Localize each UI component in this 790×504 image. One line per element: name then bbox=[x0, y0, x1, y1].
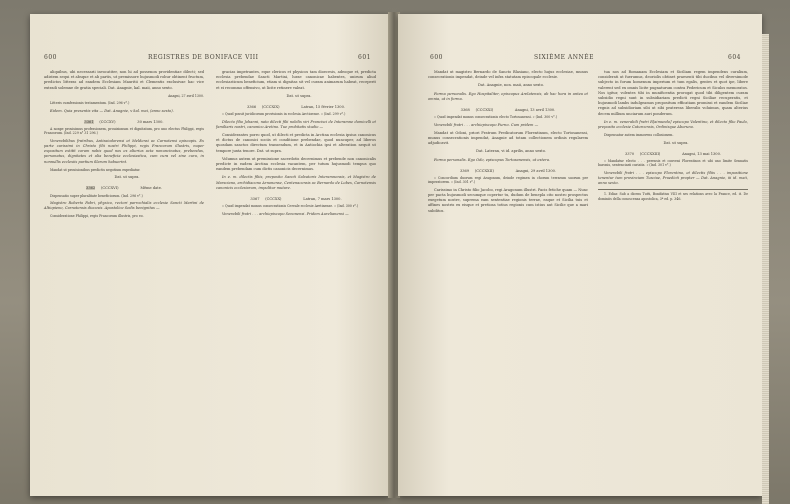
entry-date: Anagni, 27 avril 1300. bbox=[168, 93, 204, 98]
paragraph: Carissimo in Christo filio Jacobo, regi Aragonum illustri. Pacis fetiche quam — Nunc per pacta hujusmodi secumque copertur tu, dudum de benepla cito nostro prospectus exegetum nostre, suprema eam sententiae regionis terrae, eaque et Sicilia tuis et affines nostris ex eisque et pretiosa totius regionis cum istius aut Sicilie que a mari subditos. bbox=[428, 187, 588, 213]
paragraph: Dispensatio super pluralitate beneficiorum. (Ind. 296 v°.) bbox=[50, 193, 143, 198]
paragraph: Consideratione Philippi, regis Francorum illustris, pro eo. bbox=[50, 214, 144, 219]
paragraph: Venerabili fratri . . . episcopo Florentino, et dilectis filiis . . . impositione tenentur tum provinciam Tusciae, Praedicti propter — Dat. Anagnie, iii id. maii, anno sexto. bbox=[598, 170, 748, 186]
paragraph: « Quod impendat munus consecrationis electo Tortosanensi. » (Ind. 300 v°.) bbox=[434, 115, 557, 120]
paragraph: « Mandatur electo . . . perensis et conveni Florentinos et ubi uno limite Sennatis baronis, sentenciarii curiatis. » (Ind. 301 v°.) bbox=[598, 159, 748, 168]
paragraph: Magistro Roberto Fabri, physico, rectori parrochialis ecclesie Sancti Martini de Altiopieno, Carnotensis diocesis. Apostolice Sedis benignitas — bbox=[44, 201, 204, 211]
left-column-2 bbox=[216, 70, 376, 220]
entry-roman: (CCCXIX) bbox=[261, 105, 280, 110]
entry-heading bbox=[598, 152, 748, 157]
paragraph: Mandat ut Odoni, priori Fratrum Predicatorum Florentinum, electo Tortosanensi, munus consecrationis impendat, Anagnie ad totam collectionem ordinis regularem adjudicavit. bbox=[428, 130, 588, 146]
left-page-number: 600 bbox=[44, 54, 57, 61]
paragraph: Dat. ut supra. bbox=[286, 93, 312, 98]
paragraph: « Concordium duorum regi Aragonum, deinde regimen in chorum terrarum suorum per imperatorem. » (Ind. 301 r°.) bbox=[428, 176, 588, 185]
entry-number: 3370 bbox=[624, 151, 635, 156]
entry-roman: (CCCXX) bbox=[265, 197, 282, 202]
entry-date: Anagni, 29 avril 1300. bbox=[515, 168, 557, 173]
paragraph: Dat. ut supra. bbox=[114, 175, 140, 180]
paragraph: « Quod possit juridicorum provisionis in ecclesia Arctioense. » (Ind. 299 v°.) bbox=[222, 112, 346, 117]
right-page-number-right: 604 bbox=[728, 54, 741, 61]
entry-number: 3368 bbox=[460, 108, 470, 113]
paragraph: Dispensatur autem immovens collusionem. bbox=[604, 133, 674, 138]
entry-roman: (CCCXXIII) bbox=[639, 151, 661, 156]
entry-date: Même date. bbox=[140, 186, 162, 191]
paragraph: Considerantes porro quod, ut dilecti et predicta in Arctina ecclesia ipsius canonicus et dictus de canonici sociis et conditione prebendae, quod nuncuper, ad liberos quosdam sanctos directum transendum, et in Antiochia ipsi et alteration nequit ut tempore juxta tenore. Dat. ut supra. bbox=[216, 133, 376, 153]
footnote: 1. Ediar. Sub a dicens Tutti, Bonifatius VIII et ses relations avec la France, ed. it. De dominiis della conoscenza apostolica, 3ª ed. p. 346. bbox=[598, 189, 748, 201]
paragraph: Mandat ut prouisionibus predictis negotium expediatur. bbox=[50, 167, 141, 172]
paragraph: gracias impetrantes, eque clericos et physicos tam dioecesis, adeoque et, predicta ecclesia prebendae Sancti Martini, lurae canonicae habentes, unirum aliud ecclesiasticum beneficium, etiam si dignitas sit vel curam animarum habeat, receperit et ei recommo offensivo, ut licite retinere valeat. bbox=[216, 70, 376, 90]
entry-roman: (CCCXXI) bbox=[475, 108, 494, 113]
entry-date: Anagni, 13 avril 1300. bbox=[514, 108, 556, 113]
paragraph: A nonpe prouisimus professionem, prouisionum et dignitatum, pro uno electus Philippi, regis Francorum. (Ind. 229 n° 31 296.) bbox=[44, 127, 204, 136]
right-column-1 bbox=[428, 70, 588, 217]
paragraph: Venerabili fratri . . . archiepiscopo Senonensi. Pridem Aurelianensi — bbox=[222, 211, 349, 216]
right-column-2 bbox=[598, 70, 748, 204]
paragraph: Eidem. Quia presentis vita — Dat. Anagnie, v kal. mai, (anno sexto). bbox=[50, 108, 174, 113]
paragraph: Dat. Lateran, vi id. aprilis, anno sexto. bbox=[476, 149, 546, 154]
entry-roman: (CCCXV) bbox=[99, 119, 116, 124]
paragraph: « Quod impendat munus consecrationis Cereale ecclesie Aretinense. » (Ind. 300 r°.) bbox=[222, 204, 359, 209]
entry-heading bbox=[216, 197, 376, 202]
entry-date: Latran, 7 mars 1300. bbox=[303, 197, 342, 202]
paragraph: Forma personalis. Ego Hospitaliter, episcopus Arelatensis, ab hac hora in antea et omnia, ut in forma. bbox=[428, 91, 588, 101]
right-page-number: 600 bbox=[430, 54, 443, 61]
paragraph: tua nos ad Romanam Ecclesiam et Siciliam regem impendens curalium, considerati ut fuerumus, deoriolis obtinet praesenti tibi ducibus vel diversimode subjecto in forum homenum imperium et tum egalis, gentes et quot ipe, libere valerent sed ex omnis licite pugnaturum contra Federicum et Siculos memoratos. Nos igitur, volentes tibi in munificentia prorogat quod tibi diligentem curam subsidio regni sunt in subsidiariam predicti regni Siciliae recuperatis, et hujusmodi lambs indulgeamus propositum efficatiam promissi et eandem Siciliae regnis ad subsidioriam sibi ut sibi pratereas liberalis voluimus, quam alterius decem millium unciarum auri ponderum. bbox=[598, 70, 748, 116]
right-page bbox=[398, 14, 762, 496]
paragraph: Volumus autem ut premissione sacerdotis decernimus et prebende non canonicalis predicte in eadem Arctina ecclesia vacantem, per tutum hujusmodi tempus quo eandem prebendam cum dictis canonicis decernimus. bbox=[216, 156, 376, 172]
entry-date: Anagni, 13 mai 1300. bbox=[682, 151, 722, 156]
paragraph: Venerabilibus fratribus, Antissiodorensi et Meldensi ac Carnotensi episcopis. Ex parte carissimi in Christo filii nostri Philippi, regis Francorum illustris, nuper expositum extitit coram nobis quod nos ex alterius acta nonuncinatus, prebendas, personatus, dignitates et alia beneficia ecclesiastica, cum cura vel sine cura, in nonnullis ecclesiis partium illarum habuerint. bbox=[44, 138, 204, 164]
entry-number: 3369 bbox=[459, 168, 470, 173]
paragraph: Dilecto filio Johanni, nato dilecti filii nobilis viri Francisci de Interamne domicelli et familiaris nostri, canonico Aretino. Tue probitatis studio — bbox=[216, 119, 376, 129]
entry-date: 30 mars 1300. bbox=[137, 119, 164, 124]
entry-heading bbox=[216, 105, 376, 110]
paragraph: In e. m. dilectis filiis, preposito Sancti Salvatoris Interamnensis, et Magistro de Marsciano, archidiacono Arnonense, Centenacensis ac Bernardo de Lobes, Carnotensis canonicis ecclesiarum, impulitur mutare. bbox=[216, 175, 376, 190]
entry-number: 3367 bbox=[250, 197, 260, 202]
paragraph: Dat. ut supra. bbox=[663, 140, 689, 145]
page-edge bbox=[762, 34, 769, 504]
entry-heading bbox=[44, 120, 204, 125]
paragraph: Forma personalis. Ego Odo, episcopus Tortosanensis, ut extera. bbox=[434, 157, 551, 162]
paragraph: Dat. Anagnie, non. maii, anno sexto. bbox=[478, 83, 544, 88]
entry-number: 3362 bbox=[86, 186, 96, 191]
paragraph: aliquibus, ubi necessarii invocatiter, non hi ad possenon providentiae dilecti; sed adistem sequi et absque et ab partis, ut premissore hujusmodi robur obtinent fructum, predictos litteras ad eandem Ecclesiam Mauritii et Clementis exclusivae hac vice extradi solemne de gratia speciali. Dat. Anagnie, kal. maii, anno sexto. bbox=[44, 70, 204, 90]
entry-heading bbox=[428, 108, 588, 113]
right-running-head: SIXIÈME ANNÉE bbox=[534, 54, 595, 61]
entry-roman: (CCCXVI) bbox=[100, 186, 119, 191]
entry-heading bbox=[44, 186, 204, 191]
paragraph: Mandat ut magistro Bernardo de Sancto Blasiano, electo hujus ecclesiae, munus consecrationis impendat, deinde vel infra statutam episcopale ecclesie. bbox=[428, 70, 588, 80]
entry-number: 3366 bbox=[246, 105, 257, 110]
paragraph: Venerabili fratri . . . archiepiscopo Furno. Cum pridem — bbox=[434, 122, 539, 127]
entry-roman: (CCCXXII) bbox=[474, 168, 494, 173]
entry-heading bbox=[428, 169, 588, 174]
paragraph: In e. m. venerabili fratri R[aimundo] episcopo Valentino, et dilecto filio Paulo, preposito ecclesie Caturcensis, Ordinisque Aboruno. bbox=[598, 119, 748, 130]
left-column-1 bbox=[44, 70, 204, 222]
left-page bbox=[30, 14, 390, 496]
entry-number: 3361 bbox=[84, 119, 94, 124]
left-running-head: REGISTRES DE BONIFACE VIII bbox=[148, 54, 259, 61]
entry-date: Latran, 15 février 1300. bbox=[301, 105, 346, 110]
left-page-number-right: 601 bbox=[358, 54, 371, 61]
paragraph: Litteris cumfessionis testamentum. (Ind. 296 v°.) bbox=[50, 101, 130, 106]
